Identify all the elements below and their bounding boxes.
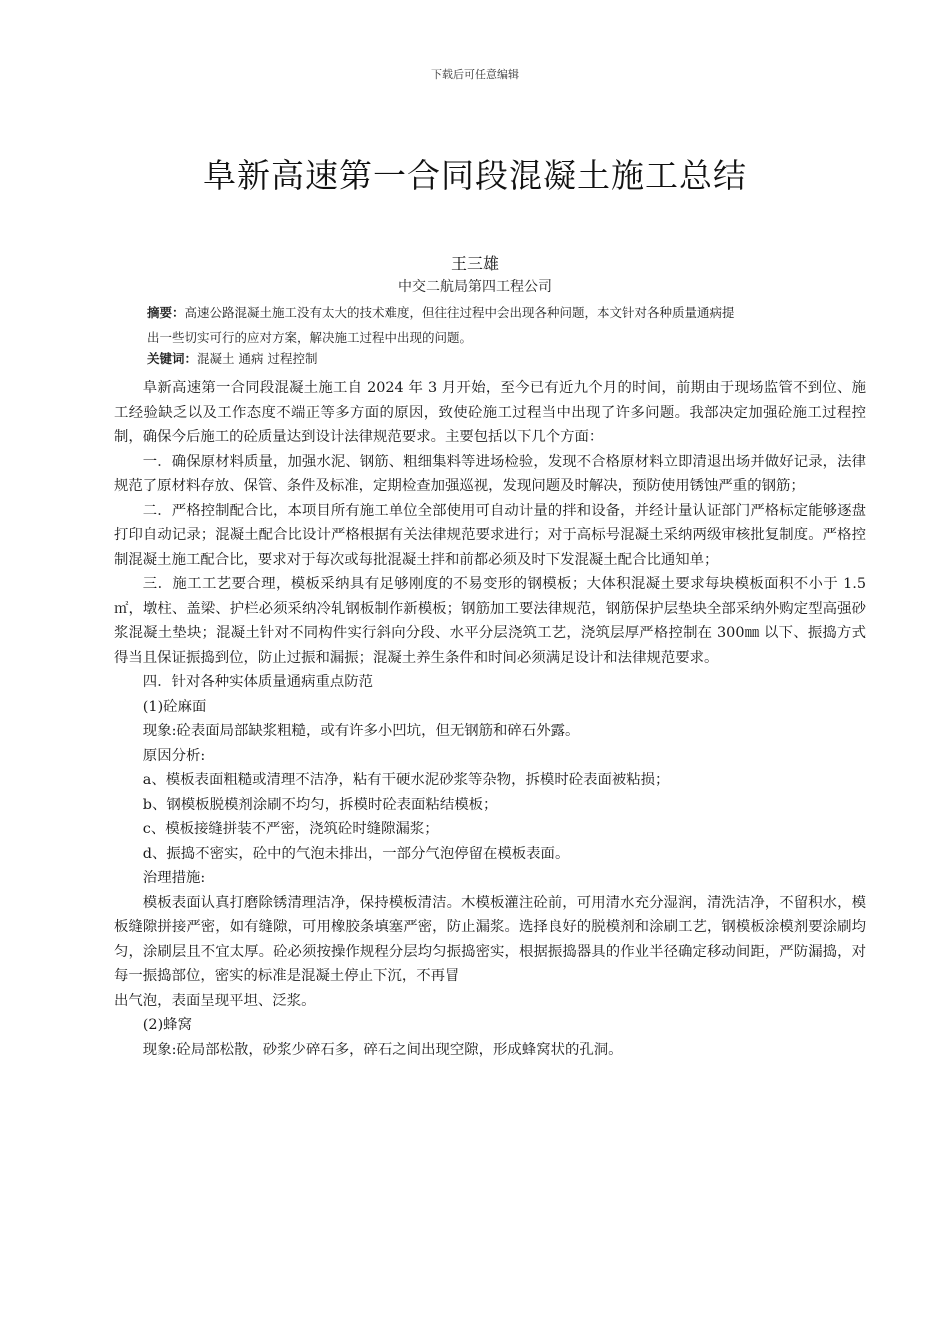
body-paragraph: 二．严格控制配合比，本项目所有施工单位全部使用可自动计量的拌和设备，并经计量认证部门严格标定能够逐盘打印自动记录；混凝土配合比设计严格根据有关法律规范要求进行；对于高标号混凝土采纳两级审核批复制度。严格控制混凝土施工配合比，要求对于每次或每批混凝土拌和前都必须及时下发混凝土配合比通知单；	[114, 502, 866, 568]
keywords	[147, 349, 837, 369]
body-paragraph: (2)蜂窝	[142, 1017, 192, 1033]
document-title: 阜新高速第一合同段混凝土施工总结	[203, 156, 747, 195]
body-paragraph: 四．针对各种实体质量通病重点防范	[142, 674, 374, 690]
body-text	[114, 376, 866, 1062]
abstract-label: 摘要：	[147, 305, 185, 320]
abstract	[147, 300, 837, 350]
body-paragraph: 现象:砼表面局部缺浆粗糙，或有许多小凹坑，但无钢筋和碎石外露。	[142, 723, 580, 739]
body-paragraph: 现象:砼局部松散，砂浆少碎石多，碎石之间出现空隙，形成蜂窝状的孔洞。	[142, 1041, 623, 1058]
keywords-label: 关键词：	[147, 351, 198, 366]
body-paragraph: 一．确保原材料质量，加强水泥、钢筋、粗细集料等进场检验，发现不合格原材料立即清退出场并做好记录，法律规范了原材料存放、保管、条件及标准，定期检查加强巡视，发现问题及时解决，预防使用锈蚀严重的钢筋；	[114, 453, 866, 494]
body-paragraph: 阜新高速第一合同段混凝土施工自 2024 年 3 月开始，至今已有近九个月的时间，前期由于现场监管不到位、施工经验缺乏以及工作态度不端正等多方面的原因，致使砼施工过程当中出现了许多问题。我部决定加强砼施工过程控制，确保今后施工的砼质量达到设计法律规范要求。主要包括以下几个方面：	[114, 380, 866, 445]
body-paragraph: c、模板接缝拼装不严密，浇筑砼时缝隙漏浆；	[142, 821, 439, 837]
abstract-line-2: 出一些切实可行的应对方案，解决施工过程中出现的问题。	[147, 330, 473, 345]
abstract-line-1	[147, 300, 837, 325]
body-paragraph: 治理措施:	[142, 870, 206, 886]
body-paragraph: 原因分析:	[142, 747, 206, 764]
body-paragraph: 模板表面认真打磨除锈清理洁净，保持模板清洁。木模板灌注砼前，可用清水充分湿润，清洗洁净，不留积水，模板缝隙拼接严密，如有缝隙，可用橡胶条填塞严密，防止漏浆。选择良好的脱模剂和涂刷工艺，钢模板涂模剂要涂刷均匀，涂刷层且不宜太厚。砼必须按操作规程分层均匀振捣密实，根据振捣器具的作业半径确定移动间距，严防漏捣，对每一振捣部位，密实的标准是混凝土停止下沉，不再冒	[114, 894, 866, 984]
author-affiliation: 中交二航局第四工程公司	[398, 279, 552, 295]
body-paragraph: b、钢模板脱模剂涂刷不均匀，拆模时砼表面粘结模板；	[142, 796, 498, 813]
abstract-text-1: 高速公路混凝土施工没有太大的技术难度，但往往过程中会出现各种问题，本文针对各种质量通病提	[184, 305, 735, 320]
keywords-text: 混凝土 通病 过程控制	[197, 351, 318, 366]
body-paragraph: 三．施工工艺要合理，模板采纳具有足够刚度的不易变形的钢模板；大体积混凝土要求每块模板面积不小于 1.5㎡，墩柱、盖梁、护栏必须采纳冷轧钢板制作新模板；钢筋加工要法律规范，钢筋保护层垫块全部采纳外购定型高强砂浆混凝土垫块；混凝土针对不同构件实行斜向分段、水平分层浇筑工艺，浇筑层厚严格控制在 300㎜ 以下、振捣方式得当且保证振捣到位，防止过振和漏振；混凝土养生条件和时间必须满足设计和法律规范要求。	[114, 576, 866, 666]
header-note: 下载后可任意编辑	[431, 68, 519, 81]
body-paragraph: a、模板表面粗糙或清理不洁净，粘有干硬水泥砂浆等杂物，拆模时砼表面被粘损；	[142, 772, 670, 788]
body-paragraph: 出气泡，表面呈现平坦、泛浆。	[114, 992, 316, 1009]
body-paragraph: d、振捣不密实，砼中的气泡未排出，一部分气泡停留在模板表面。	[142, 845, 570, 862]
body-paragraph: (1)砼麻面	[142, 698, 207, 715]
author-name: 王三雄	[450, 254, 499, 273]
